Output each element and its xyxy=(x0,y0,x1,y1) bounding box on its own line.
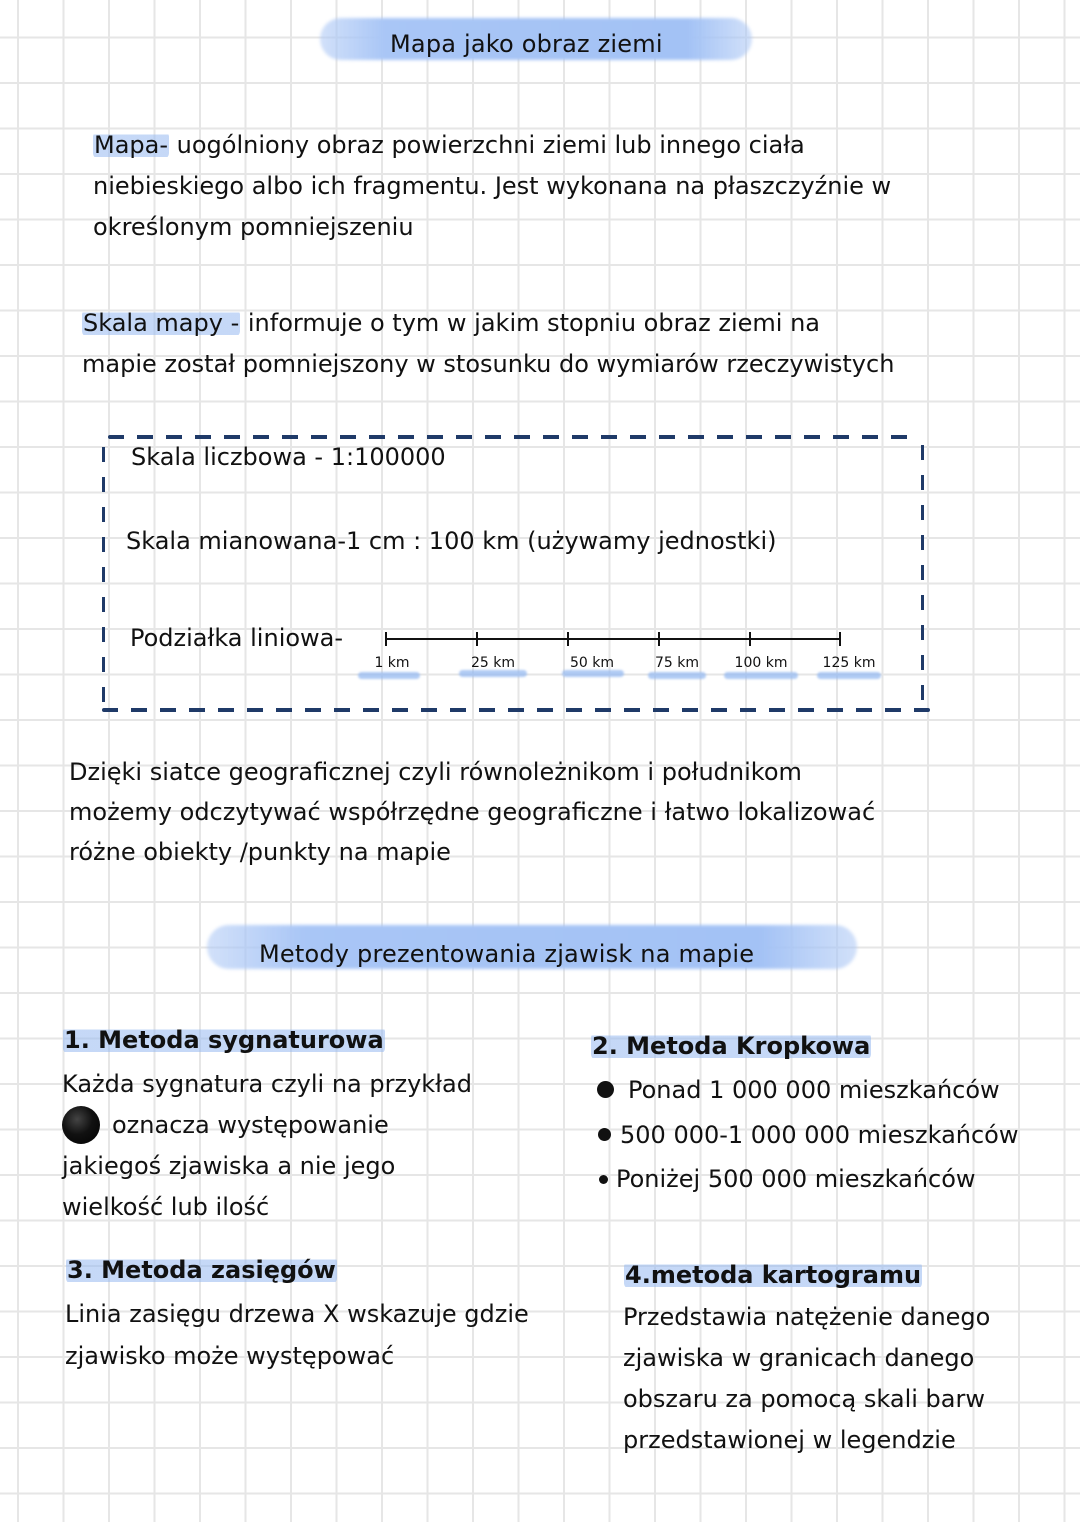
method-4-line-3: obszaru za pomocą skali barw xyxy=(623,1385,985,1413)
method-4-heading: 4.metoda kartogramu xyxy=(625,1261,922,1289)
tick-label-highlight xyxy=(817,672,881,679)
term-skala-mapy: Skala mapy - xyxy=(83,309,240,337)
grid-paragraph-line-1: Dzięki siatce geograficznej czyli równoleżnikom i południkom xyxy=(69,758,802,786)
tick-label-highlight xyxy=(562,670,624,677)
method-3-heading: 3. Metoda zasięgów xyxy=(67,1256,336,1284)
definition-mapa-line-2: niebieskiego albo ich fragmentu. Jest wykonana na płaszczyźnie w xyxy=(93,172,892,200)
scale-tick xyxy=(476,632,478,646)
method-1-body xyxy=(62,1064,472,1228)
dashed-border-bottom xyxy=(102,708,930,712)
method-1-line-1: Każda sygnatura czyli na przykład xyxy=(62,1070,472,1098)
linear-scale-label: Podziałka liniowa- xyxy=(130,624,344,652)
definition-skala xyxy=(82,303,894,385)
grid-paragraph-line-3: różne obiekty /punkty na mapie xyxy=(69,838,451,866)
methods-title: Metody prezentowania zjawisk na mapie xyxy=(259,940,755,968)
method-3-body xyxy=(65,1293,529,1377)
method-3-line-1: Linia zasięgu drzewa X wskazuje gdzie xyxy=(65,1300,529,1328)
grid-paragraph xyxy=(69,752,875,872)
tick-label-100km: 100 km xyxy=(734,655,788,671)
method-1-heading: 1. Metoda sygnaturowa xyxy=(64,1026,384,1054)
method-4-line-1: Przedstawia natężenie danego xyxy=(623,1303,991,1331)
definition-mapa-line-1: Mapa- uogólniony obraz powierzchni ziemi lub innego ciała xyxy=(94,131,805,159)
method-1-line-2: oznacza występowanie xyxy=(112,1111,389,1139)
definition-skala-line-2: mapie został pomniejszony w stosunku do wymiarów rzeczywistych xyxy=(82,350,895,378)
scale-tick xyxy=(567,632,569,646)
method-4-line-2: zjawiska w granicach danego xyxy=(623,1344,975,1372)
tick-label-75km: 75 km xyxy=(654,655,700,671)
tick-label-25km: 25 km xyxy=(470,655,516,671)
term-mapa: Mapa- xyxy=(94,131,169,159)
page-title: Mapa jako obraz ziemi xyxy=(390,30,663,58)
scale-tick xyxy=(658,632,660,646)
scale-tick xyxy=(749,632,751,646)
method-2-item-2: 500 000-1 000 000 mieszkańców xyxy=(598,1121,1019,1149)
method-3-line-2: zjawisko może występować xyxy=(65,1342,395,1370)
black-circle-icon xyxy=(62,1106,100,1144)
tick-label-50km: 50 km xyxy=(569,655,615,671)
scale-tick xyxy=(385,632,387,646)
dashed-border-right xyxy=(921,445,924,702)
method-2-item-1: Ponad 1 000 000 mieszkańców xyxy=(597,1076,1000,1104)
method-1-line-3: jakiegoś zjawiska a nie jego xyxy=(62,1152,396,1180)
grid-paragraph-line-2: możemy odczytywać współrzędne geograficzne i łatwo lokalizować xyxy=(69,798,876,826)
tick-label-1km: 1 km xyxy=(374,655,410,671)
dashed-border-top xyxy=(108,435,920,439)
tick-label-highlight xyxy=(459,670,527,677)
small-dot-icon xyxy=(599,1175,608,1184)
numeric-scale: Skala liczbowa - 1:100000 xyxy=(131,443,446,471)
definition-skala-line-1: Skala mapy - informuje o tym w jakim stopniu obraz ziemi na xyxy=(83,309,821,337)
scale-tick xyxy=(839,632,841,646)
large-dot-icon xyxy=(597,1081,614,1098)
method-2-item-3: Poniżej 500 000 mieszkańców xyxy=(599,1165,976,1193)
method-2-heading: 2. Metoda Kropkowa xyxy=(592,1032,871,1060)
tick-label-125km: 125 km xyxy=(822,655,876,671)
linear-scale-bar xyxy=(386,638,841,640)
named-scale: Skala mianowana-1 cm : 100 km (używamy jednostki) xyxy=(126,527,777,555)
method-1-line-4: wielkość lub ilość xyxy=(62,1193,270,1221)
definition-mapa-line-3: określonym pomniejszeniu xyxy=(93,213,414,241)
definition-mapa xyxy=(93,125,891,248)
medium-dot-icon xyxy=(598,1128,611,1141)
tick-label-highlight xyxy=(358,672,420,679)
tick-label-highlight xyxy=(648,672,706,679)
method-4-body xyxy=(623,1297,990,1461)
tick-label-highlight xyxy=(724,672,798,679)
dashed-border-left xyxy=(102,447,105,702)
method-4-line-4: przedstawionej w legendzie xyxy=(623,1426,956,1454)
